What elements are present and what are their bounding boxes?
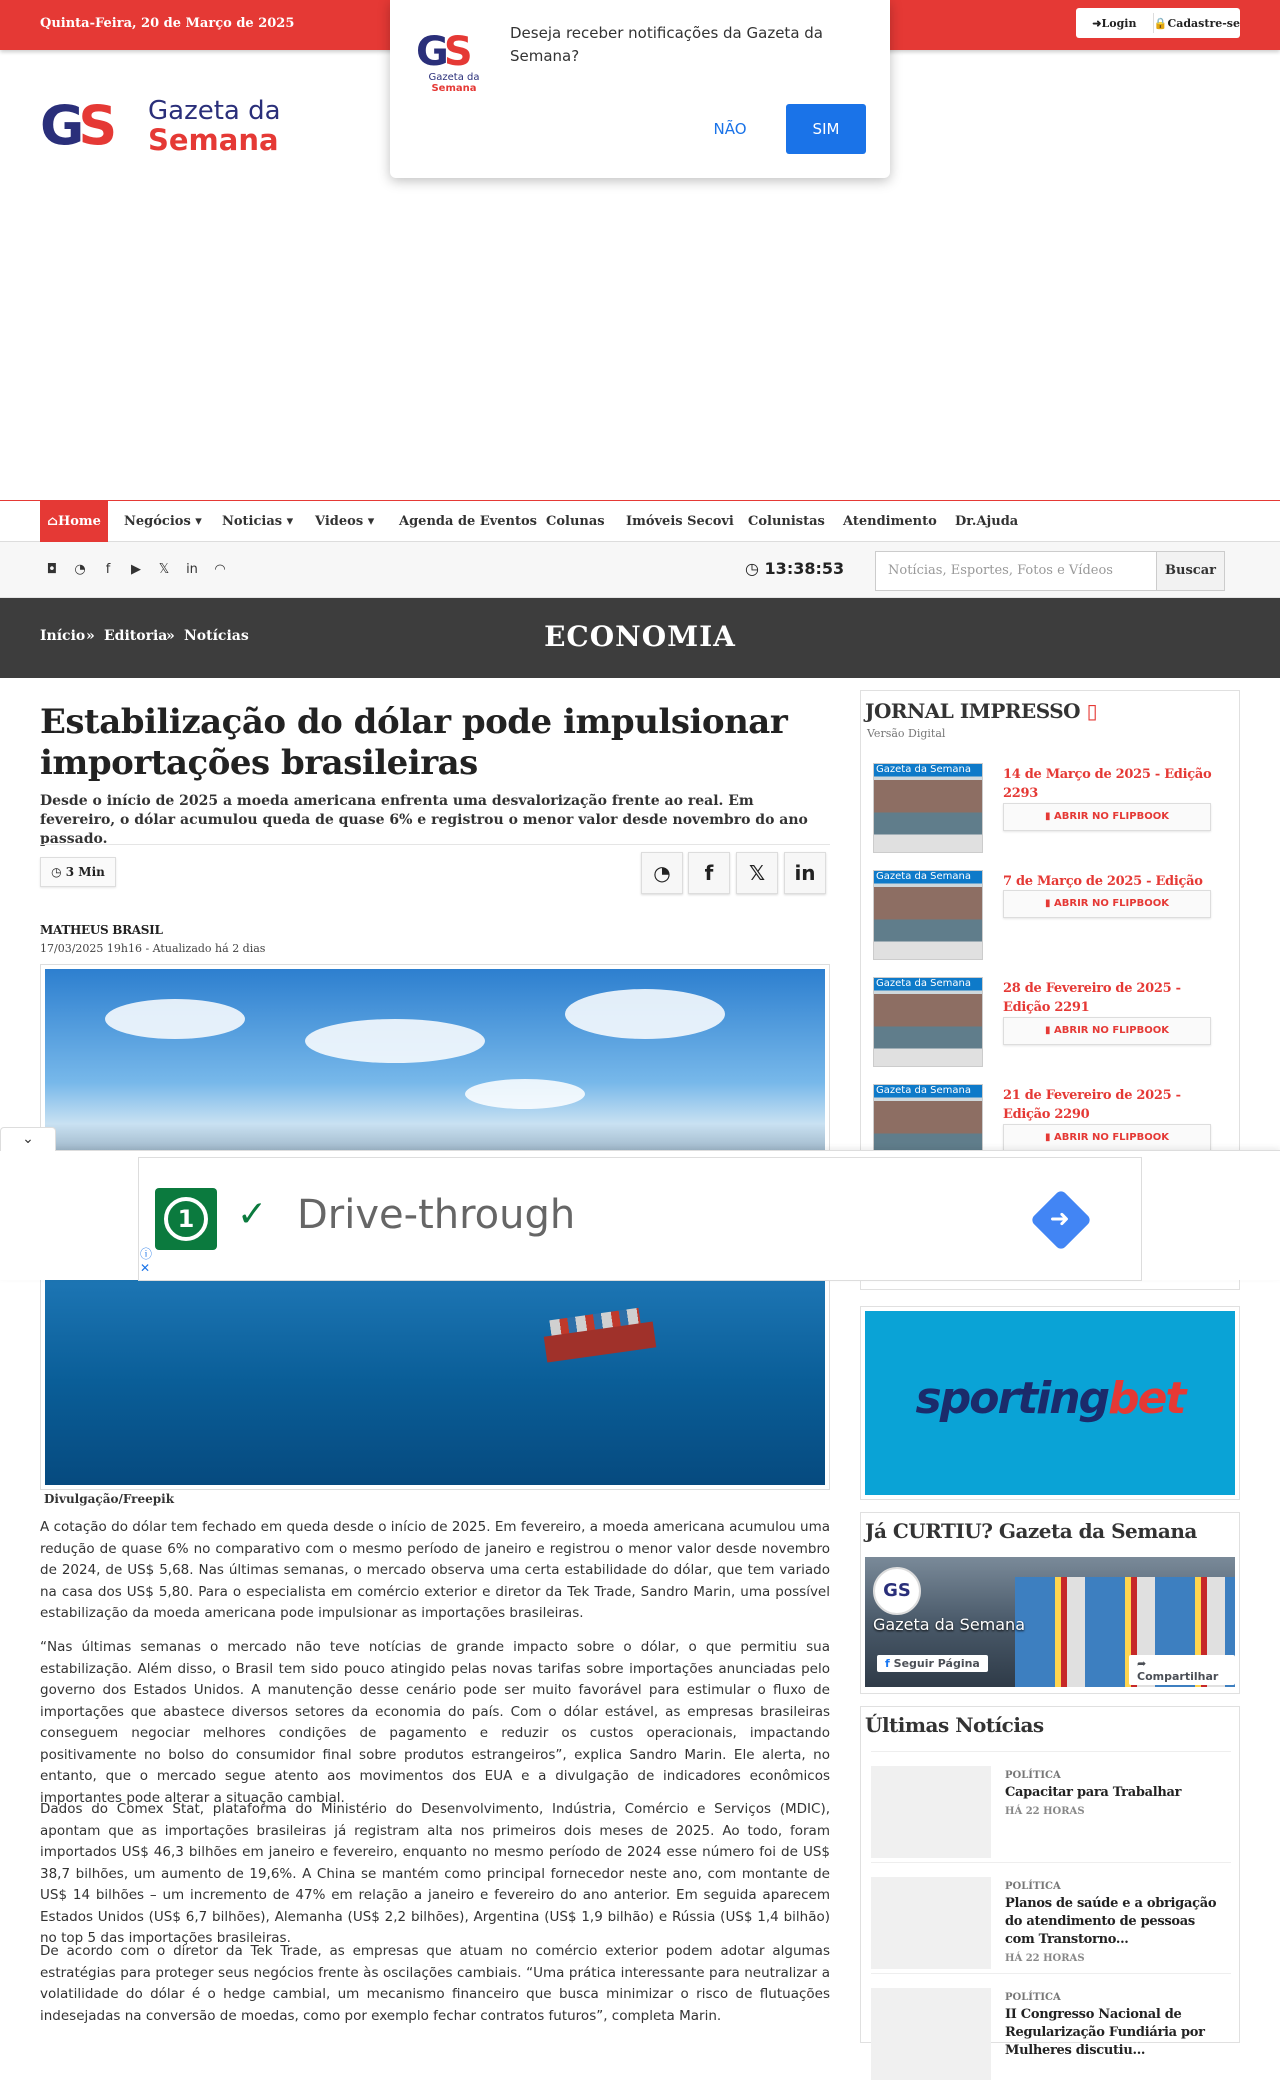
facebook-box: [860, 1512, 1240, 1694]
news-category: POLÍTICA: [1005, 1881, 1061, 1892]
news-item[interactable]: [871, 1862, 1231, 1966]
news-time: HÁ 22 HORAS: [1005, 1953, 1085, 1964]
caret-down-icon: ▾: [367, 514, 375, 529]
social-bar: [0, 542, 1280, 598]
auth-box: [1076, 8, 1240, 38]
logo-mark-g: G: [40, 94, 79, 157]
notification-text: Deseja receber notificações da Gazeta da Semana?: [510, 24, 823, 65]
edition-item: [873, 977, 1233, 1069]
notification-logo-line-2: Semana: [431, 83, 477, 94]
clock-icon: ◷: [745, 559, 759, 578]
nav-home[interactable]: [40, 501, 108, 542]
breadcrumb-bar: [0, 598, 1280, 678]
clock-value: 13:38:53: [764, 559, 845, 578]
check-icon: ✓: [237, 1194, 268, 1235]
news-category: POLÍTICA: [1005, 1770, 1061, 1781]
file-icon: ▮: [1045, 898, 1051, 909]
file-icon: ▮: [1045, 811, 1051, 822]
facebook-page-name[interactable]: Gazeta da Semana: [873, 1615, 1025, 1634]
edition-title[interactable]: 7 de Março de 2025 - Edição: [1003, 874, 1203, 889]
mobile-icon: ▯: [1086, 699, 1098, 723]
article-title: Estabilização do dólar pode impulsionar importações brasileiras: [40, 702, 788, 783]
news-thumbnail[interactable]: [871, 1988, 991, 2080]
read-time-badge: [40, 857, 116, 887]
logo-mark: [40, 94, 112, 157]
jornal-title-text: JORNAL IMPRESSO: [865, 699, 1081, 723]
x-icon: 𝕏: [748, 861, 766, 885]
news-title[interactable]: II Congresso Nacional de Regularização Fundiária por Mulheres discutiu...: [1005, 2007, 1205, 2058]
signup-label: Cadastre-se: [1167, 16, 1240, 30]
open-flipbook-button[interactable]: [1003, 1124, 1211, 1152]
facebook-follow-button[interactable]: [877, 1655, 988, 1672]
logo-line-2: Semana: [148, 123, 279, 157]
youtube-icon[interactable]: ▶: [131, 562, 141, 577]
sponsor-logo: [865, 1373, 1235, 1424]
facebook-share-label: Compartilhar: [1137, 1670, 1219, 1683]
whatsapp-icon[interactable]: ◔: [74, 562, 86, 577]
article-paragraph: Dados do Comex Stat, plataforma do Ministério do Desenvolvimento, Indústria, Comércio e Serviços (MDIC), apontam que as importações brasileiras já registram alta nos primeiros dois meses de 2025. Ao todo, foram importados US$ 46,3 bilhões em janeiro e fevereiro, enquanto no mesmo período de 2024 esse número foi de US$ 38,7 bilhões, um aumento de 19,6%. A China se mantém como principal fornecedor neste ano, com montante de US$ 14 bilhões – um incremento de 47% em relação a janeiro e fevereiro do ano anterior. Em seguida aparecem Estados Unidos (US$ 6,7 bilhões), Alemanha (US$ 2,2 bilhões), Argentina (US$ 1,9 bilhão) e Rússia (US$ 1,4 bilhão) no top 5 das importações brasileiras.: [40, 1801, 830, 1946]
nav-agenda[interactable]: Agenda de Eventos: [399, 514, 538, 529]
article-paragraph: A cotação do dólar tem fechado em queda desde o início de 2025. Em fevereiro, a moeda americana acumulou uma redução de quase 6% no comparativo com o mesmo período de janeiro e registrou o menor valor desde novembro de 2024, de US$ 5,68. Nas últimas semanas, o mercado observa uma certa estabilidade do dólar, que tem variado na casa dos US$ 5,80. Para o especialista em comércio exterior e diretor da Tek Trade, Sandro Marin, uma possível estabilização da moeda americana pode impulsionar as importações brasileiras.: [40, 1519, 830, 1621]
site-logo[interactable]: [40, 96, 290, 158]
edition-cover[interactable]: [873, 870, 983, 960]
nav-videos-label: Videos: [315, 514, 364, 529]
directions-icon[interactable]: [1030, 1189, 1092, 1251]
facebook-avatar: GS: [873, 1567, 921, 1615]
article-paragraph: “Nas últimas semanas o mercado não teve notícias de grande impacto sobre o dólar, o que permitiu sua estabilização. Além disso, o Brasil tem sido pouco atingido pelas novas tarifas sobre importações anunciadas pelo governo dos Estados Unidos. A manutenção desse cenário pode ser muito favorável para estimular o fluxo de importações que abastece diversos setores da economia do país. Com o dólar estável, as empresas brasileiras conseguem negociar melhores condições de pagamento e reduzir os custos operacionais, impactando positivamente no bolso do consumidor final sobre produtos estrangeiros”, explica Sandro Marin. Ele alerta, no entanto, que o mercado segue atento aos movimentos dos EUA e a divulgação de indicadores econômicos importantes pode alterar a situação cambial.: [40, 1639, 830, 1806]
breadcrumb-separator-icon: »: [166, 628, 175, 644]
notification-yes-button[interactable]: SIM: [786, 104, 866, 154]
nav-drajuda[interactable]: Dr.Ajuda: [955, 514, 1019, 529]
jornal-subtitle: Versão Digital: [867, 727, 946, 740]
ad-close-icon[interactable]: ✕: [140, 1261, 151, 1275]
ad-text: Drive-through: [297, 1192, 576, 1238]
open-flipbook-label: ABRIR NO FLIPBOOK: [1054, 811, 1169, 822]
divider: [40, 844, 830, 845]
facebook-icon[interactable]: f: [105, 562, 111, 577]
login-button[interactable]: ➜Login: [1092, 16, 1137, 30]
open-flipbook-button[interactable]: [1003, 803, 1211, 831]
open-flipbook-button[interactable]: [1003, 1017, 1211, 1045]
chevron-down-icon: ⌄: [22, 1131, 34, 1147]
main-nav: [0, 500, 1280, 542]
instagram-icon[interactable]: ◘: [46, 562, 58, 577]
edition-cover-label: Gazeta da Semana: [876, 978, 971, 989]
news-thumbnail[interactable]: [871, 1766, 991, 1858]
facebook-icon: f: [704, 861, 714, 885]
nav-imoveis[interactable]: Imóveis Secovi: [626, 514, 734, 529]
clock-icon: ◷: [51, 865, 62, 879]
nav-noticias-label: Noticias: [222, 514, 283, 529]
sponsor-banner: [865, 1311, 1235, 1495]
breadcrumb-separator-icon: »: [86, 628, 95, 644]
ad-info-icon[interactable]: ⓘ: [140, 1247, 153, 1261]
ad-banner[interactable]: [138, 1157, 1142, 1281]
open-flipbook-button[interactable]: [1003, 890, 1211, 918]
share-x-button[interactable]: [736, 852, 778, 894]
sponsor-logo-part-2: bet: [1108, 1373, 1185, 1424]
collapse-ad-button[interactable]: [0, 1127, 56, 1151]
edition-cover-label: Gazeta da Semana: [876, 1085, 971, 1096]
file-icon: ▮: [1045, 1132, 1051, 1143]
open-flipbook-label: ABRIR NO FLIPBOOK: [1054, 898, 1169, 909]
edition-cover-label: Gazeta da Semana: [876, 764, 971, 775]
cloud: [465, 1079, 585, 1109]
file-icon: ▮: [1045, 1025, 1051, 1036]
nav-atendimento[interactable]: Atendimento: [843, 514, 937, 529]
lock-icon: 🔒: [1153, 16, 1168, 30]
news-thumbnail[interactable]: [871, 1877, 991, 1969]
edition-item: [873, 763, 1233, 855]
notification-no-button[interactable]: NÃO: [713, 120, 747, 138]
edition-title[interactable]: 14 de Março de 2025 - Edição 2293: [1003, 767, 1212, 801]
facebook-share-button[interactable]: [1129, 1655, 1235, 1685]
notification-logo: [416, 29, 492, 94]
news-title[interactable]: Planos de saúde e a obrigação do atendimento de pessoas com Transtorno...: [1005, 1896, 1217, 1947]
caret-down-icon: ▾: [286, 514, 294, 529]
linkedin-icon: in: [794, 861, 816, 885]
article-author[interactable]: MATHEUS BRASIL: [40, 923, 163, 937]
share-whatsapp-button[interactable]: [641, 852, 683, 894]
search-input[interactable]: Notícias, Esportes, Fotos e Vídeos: [875, 551, 1157, 591]
share-linkedin-button[interactable]: [784, 852, 826, 894]
nav-home-label: Home: [57, 514, 101, 529]
x-icon[interactable]: 𝕏: [158, 562, 170, 577]
breadcrumb-noticias[interactable]: Notícias: [184, 628, 249, 644]
caret-down-icon: ▾: [195, 514, 202, 529]
news-title[interactable]: Capacitar para Trabalhar: [1005, 1785, 1182, 1800]
facebook-follow-label: Seguir Página: [893, 1657, 980, 1670]
notification-prompt: [390, 0, 890, 178]
edition-cover-label: Gazeta da Semana: [876, 871, 971, 882]
current-date: Quinta-Feira, 20 de Março de 2025: [40, 16, 295, 31]
nav-videos[interactable]: [315, 501, 374, 542]
signup-button[interactable]: [1154, 17, 1240, 30]
cloud: [305, 1019, 485, 1063]
linkedin-icon[interactable]: in: [186, 562, 198, 577]
nav-noticias[interactable]: [222, 501, 293, 542]
search-button[interactable]: Buscar: [1157, 551, 1225, 591]
cloud: [565, 989, 725, 1039]
ad-info-controls: [140, 1247, 152, 1275]
news-time: HÁ 22 HORAS: [1005, 1806, 1085, 1817]
edition-title[interactable]: 21 de Fevereiro de 2025 - Edição 2290: [1003, 1088, 1181, 1122]
breadcrumb-inicio[interactable]: Início: [40, 628, 86, 644]
section-title: ECONOMIA: [544, 620, 736, 653]
edition-cover[interactable]: [873, 763, 983, 853]
notification-logo-g: G: [416, 29, 444, 75]
edition-item: [873, 870, 1233, 962]
open-flipbook-label: ABRIR NO FLIPBOOK: [1054, 1025, 1169, 1036]
edition-title[interactable]: 28 de Fevereiro de 2025 - Edição 2291: [1003, 981, 1181, 1015]
nav-negocios[interactable]: [124, 501, 202, 542]
nav-colunas[interactable]: Colunas: [546, 514, 605, 529]
article-paragraph: De acordo com o diretor da Tek Trade, as empresas que atuam no comércio exterior podem adotar algumas estratégias para proteger seus negócios frente às oscilações cambiais. “Uma prática interessante para neutralizar a volatilidade do dólar é o hedge cambial, um mecanismo financeiro que busca minimizar o risco de flutuações indesejadas na conversão de moedas, como por exemplo fechar contratos futuros”, completa Marin.: [40, 1943, 830, 2024]
whatsapp-icon: ◔: [653, 861, 671, 885]
news-item[interactable]: [871, 1973, 1231, 2077]
facebook-box-title: Já CURTIU? Gazeta da Semana: [865, 1519, 1197, 1543]
clock: [745, 559, 844, 578]
nav-negocios-label: Negócios: [124, 514, 191, 529]
notification-logo-line-1: Gazeta da: [428, 72, 480, 83]
nav-colunistas[interactable]: Colunistas: [748, 514, 825, 529]
photo-caption: Divulgação/Freepik: [44, 1492, 175, 1506]
open-flipbook-label: ABRIR NO FLIPBOOK: [1054, 1132, 1169, 1143]
facebook-page-card[interactable]: [865, 1557, 1235, 1687]
read-time-value: 3 Min: [65, 865, 105, 879]
latest-news-title: Últimas Notícias: [865, 1713, 1044, 1737]
logo-mark-s: S: [78, 94, 112, 157]
article-lead: Desde o início de 2025 a moeda americana enfrenta uma desvalorização frente ao real. Em fevereiro, o dólar acumulou queda de quase 6% e registrou o menor valor desde novembro do ano passado.: [40, 793, 808, 847]
news-category: POLÍTICA: [1005, 1992, 1061, 2003]
rss-icon[interactable]: ◠: [214, 562, 226, 577]
ad-brand-logo: [155, 1188, 217, 1250]
share-icon: ➦: [1137, 1657, 1147, 1670]
ad-brand-logo-mark: 1: [164, 1197, 208, 1241]
sponsor-logo-part-1: sporting: [915, 1373, 1109, 1424]
cloud: [105, 999, 245, 1039]
directions-arrow-icon: ➜: [1049, 1204, 1070, 1233]
logo-line-1: Gazeta da: [148, 96, 281, 126]
edition-cover[interactable]: [873, 977, 983, 1067]
notification-logo-mark: [416, 29, 492, 75]
notification-logo-s: S: [443, 29, 468, 75]
home-icon: ⌂: [47, 514, 58, 529]
article-date: 17/03/2025 19h16 - Atualizado há 2 dias: [40, 942, 266, 955]
breadcrumb-editoria[interactable]: Editoria: [104, 628, 168, 644]
facebook-icon: f: [885, 1657, 890, 1670]
share-facebook-button[interactable]: [688, 852, 730, 894]
news-item[interactable]: [871, 1751, 1231, 1855]
jornal-title: [865, 699, 1097, 723]
login-label: Login: [1101, 16, 1137, 30]
sponsor-ad[interactable]: [860, 1306, 1240, 1500]
latest-news-box: [860, 1706, 1240, 2058]
